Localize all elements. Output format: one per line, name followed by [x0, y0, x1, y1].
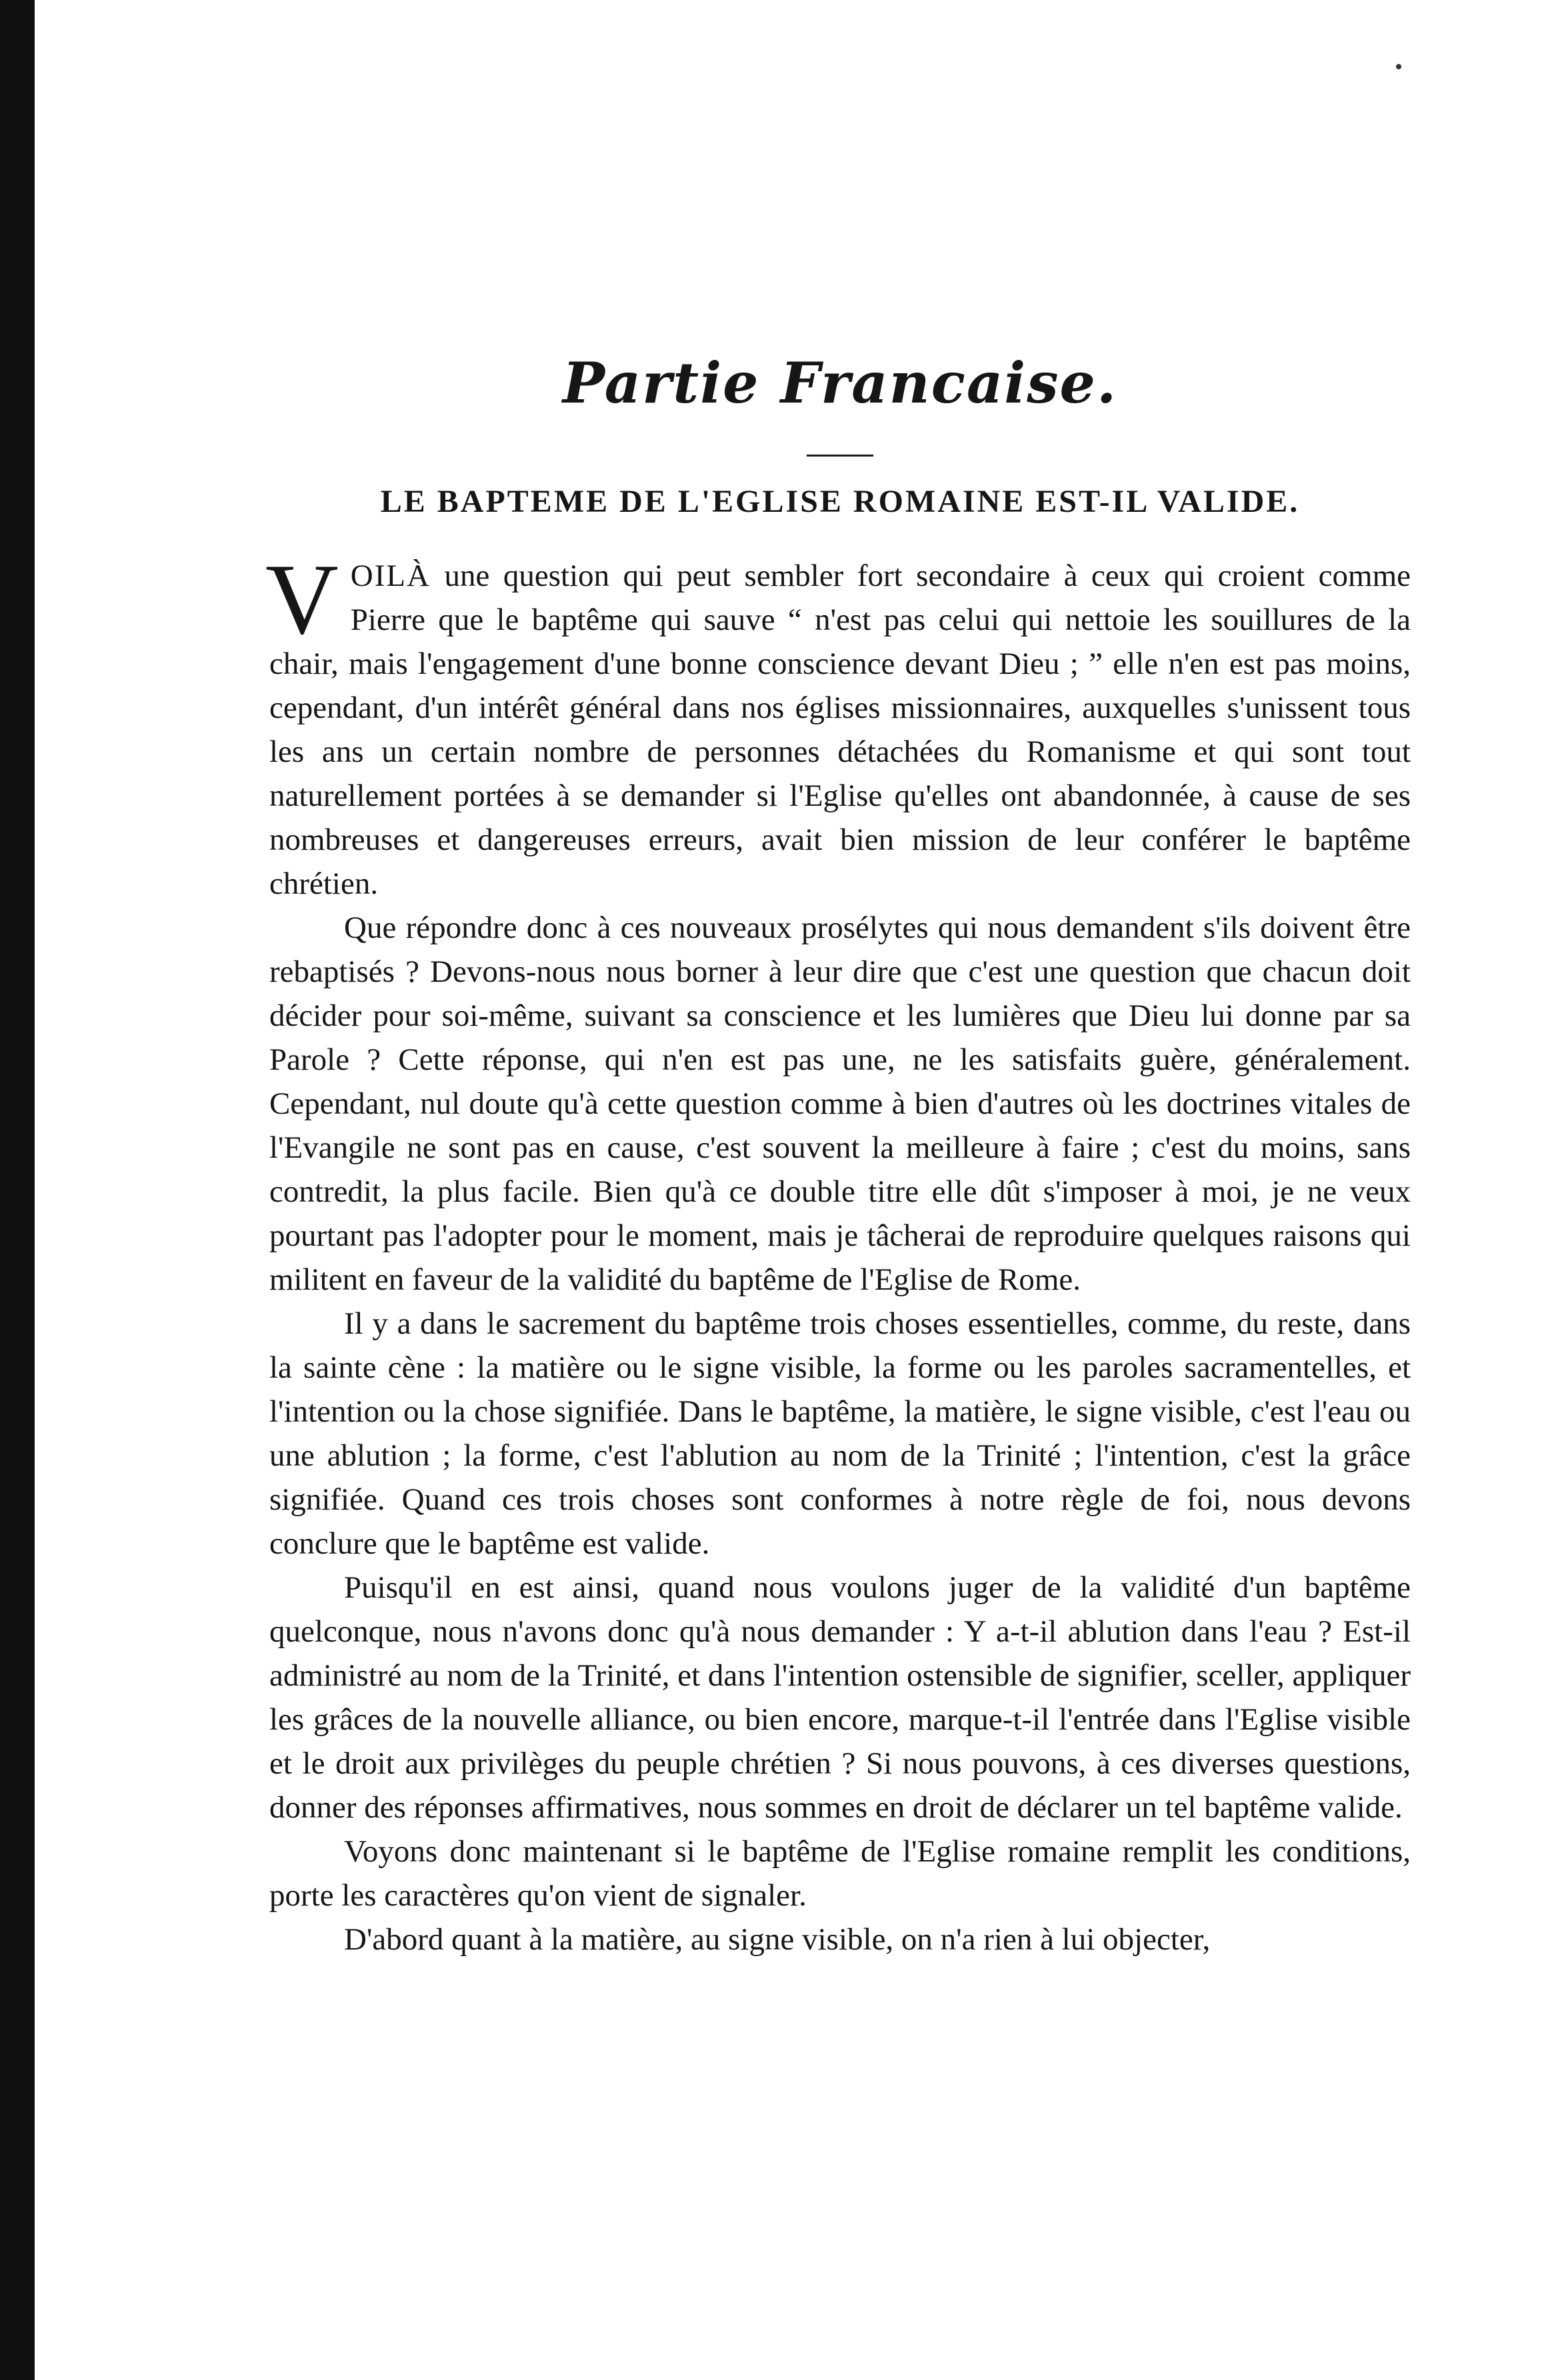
drop-cap: V	[265, 543, 339, 655]
article-body	[265, 543, 1411, 1961]
paragraph: Il y a dans le sacrement du baptême trois choses essentielles, comme, du reste, dans la sainte cène : la matière ou le signe visible, la forme ou les paroles sacramentelles, et l'intention ou la chose signifiée. Dans le baptême, la matière, le signe visible, c'est l'eau ou une ablution ; la forme, c'est l'ablution au nom de la Trinité ; l'intention, c'est la grâce signifiée. Quand ces trois choses sont conformes à notre règle de foi, nous devons conclure que le baptême est valide.	[269, 1306, 1411, 1561]
print-speck	[1396, 64, 1401, 69]
section-heading: Partie Francaise.	[562, 350, 1118, 416]
paragraph: Voyons donc maintenant si le baptême de l'Eglise romaine remplit les conditions, porte les caractères qu'on vient de signaler.	[269, 1834, 1411, 1913]
opening-text: une question qui peut sembler fort secondaire à ceux qui croient comme Pierre que le baptême qui sauve “ n'est pas celui qui nettoie les souillures de la chair, mais l'engagement d'une bonne conscience devant Dieu ; ” elle n'en est pas moins, cependant, d'un intérêt général dans nos églises missionnaires, auxquelles s'unissent tous les ans un certain nombre de personnes détachées du Romanisme et qui sont tout naturellement portées à se demander si l'Eglise qu'elles ont abandonnée, à cause de ses nombreuses et dangereuses erreurs, avait bien mission de leur conférer le baptême chrétien.	[269, 559, 1411, 901]
paragraph: D'abord quant à la matière, au signe visible, on n'a rien à lui objecter,	[344, 1922, 1211, 1957]
opening-caps: OILÀ	[350, 559, 431, 593]
heading-divider	[807, 455, 873, 457]
page-binding-edge	[0, 0, 35, 2380]
paragraph: Que répondre donc à ces nouveaux prosélytes qui nous demandent s'ils doivent être rebaptisés ? Devons-nous nous borner à leur dire que c'est une question que chacun doit décider pour soi-même, suivant sa conscience et les lumières que Dieu lui donne par sa Parole ? Cette réponse, qui n'en est pas une, ne les satisfaits guère, généralement. Cependant, nul doute qu'à cette question comme à bien d'autres où les doctrines vitales de l'Evangile ne sont pas en cause, c'est souvent la meilleure à faire ; c'est du moins, sans contredit, la plus facile. Bien qu'à ce double titre elle dût s'imposer à moi, je ne veux pourtant pas l'adopter pour le moment, mais je tâcherai de reproduire quelques raisons qui militent en faveur de la validité du baptême de l'Eglise de Rome.	[269, 910, 1411, 1297]
article-title: LE BAPTEME DE L'EGLISE ROMAINE EST-IL VALIDE.	[380, 484, 1300, 519]
opening-paragraph	[265, 543, 1411, 906]
paragraph: Puisqu'il en est ainsi, quand nous voulons juger de la validité d'un baptême quelconque, nous n'avons donc qu'à nous demander : Y a-t-il ablution dans l'eau ? Est-il administré au nom de la Trinité, et dans l'intention ostensible de signifier, sceller, appliquer les grâces de la nouvelle alliance, ou bien encore, marque-t-il l'entrée dans l'Eglise visible et le droit aux privilèges du peuple chrétien ? Si nous pouvons, à ces diverses questions, donner des réponses affirmatives, nous sommes en droit de déclarer un tel baptême valide.	[269, 1570, 1411, 1825]
document-page	[265, 347, 1411, 1961]
